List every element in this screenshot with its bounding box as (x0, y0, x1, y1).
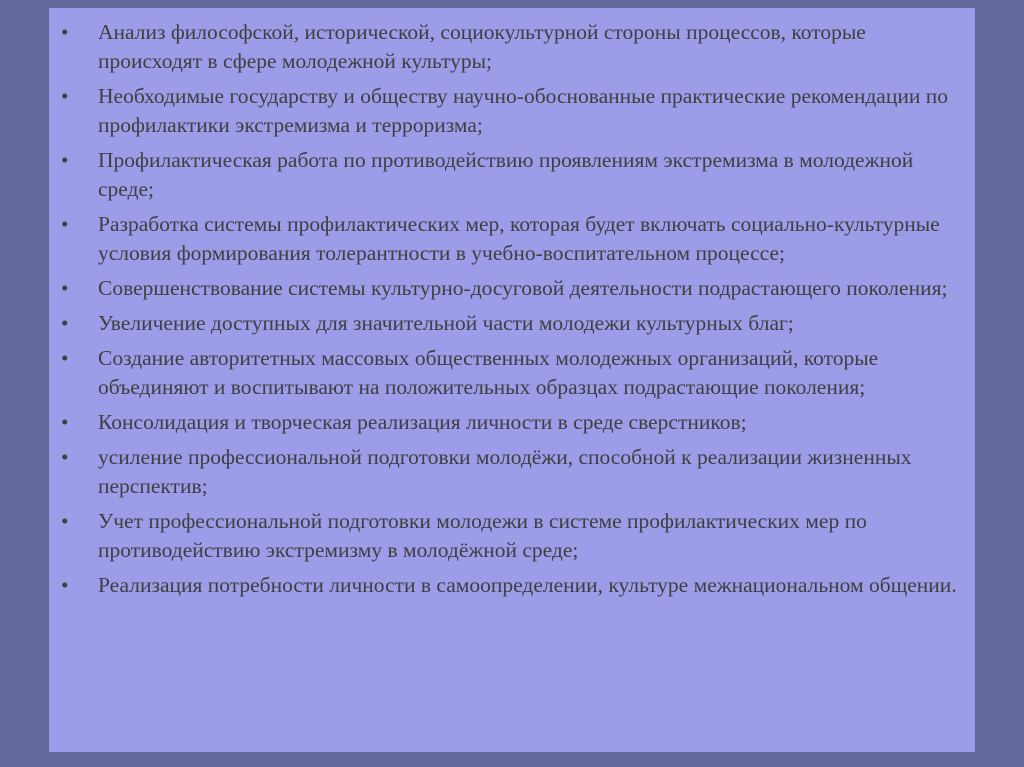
bullet-list (49, 18, 975, 606)
bullet-marker: • (61, 311, 69, 335)
list-item-text: усиление профессиональной подготовки молодёжи, способной к реализации жизненных перспектив; (98, 445, 912, 498)
list-item (49, 309, 975, 338)
bullet-marker: • (61, 20, 69, 44)
bullet-marker: • (61, 509, 69, 533)
list-item (49, 408, 975, 437)
list-item (49, 443, 975, 501)
list-item-text: Необходимые государству и обществу научно-обоснованные практические рекомендации по профилактики экстремизма и терроризма; (98, 84, 948, 137)
list-item (49, 146, 975, 204)
list-item (49, 571, 975, 600)
list-item-text: Учет профессиональной подготовки молодежи в системе профилактических мер по противодействию экстремизму в молодёжной среде; (98, 509, 867, 562)
list-item-text: Создание авторитетных массовых общественных молодежных организаций, которые объединяют и воспитывают на положительных образцах подрастающие поколения; (98, 346, 879, 399)
list-item (49, 82, 975, 140)
list-item (49, 344, 975, 402)
slide-content-panel (49, 8, 975, 752)
list-item (49, 210, 975, 268)
list-item (49, 507, 975, 565)
bullet-marker: • (61, 212, 69, 236)
list-item-text: Разработка системы профилактических мер, которая будет включать социально-культурные условия формирования толерантности в учебно-воспитательном процессе; (98, 212, 940, 265)
bullet-marker: • (61, 84, 69, 108)
list-item-text: Профилактическая работа по противодействию проявлениям экстремизма в молодежной среде; (98, 148, 914, 201)
bullet-marker: • (61, 410, 69, 434)
list-item-text: Совершенствование системы культурно-досуговой деятельности подрастающего поколения; (98, 276, 948, 300)
bullet-marker: • (61, 573, 69, 597)
bullet-marker: • (61, 148, 69, 172)
bullet-marker: • (61, 346, 69, 370)
list-item-text: Консолидация и творческая реализация личности в среде сверстников; (98, 410, 747, 434)
list-item-text: Увеличение доступных для значительной части молодежи культурных благ; (98, 311, 794, 335)
list-item-text: Реализация потребности личности в самоопределении, культуре межнациональном общении. (98, 573, 957, 597)
bullet-marker: • (61, 276, 69, 300)
list-item (49, 18, 975, 76)
list-item-text: Анализ философской, исторической, социокультурной стороны процессов, которые происходят в сфере молодежной культуры; (98, 20, 866, 73)
list-item (49, 274, 975, 303)
bullet-marker: • (61, 445, 69, 469)
